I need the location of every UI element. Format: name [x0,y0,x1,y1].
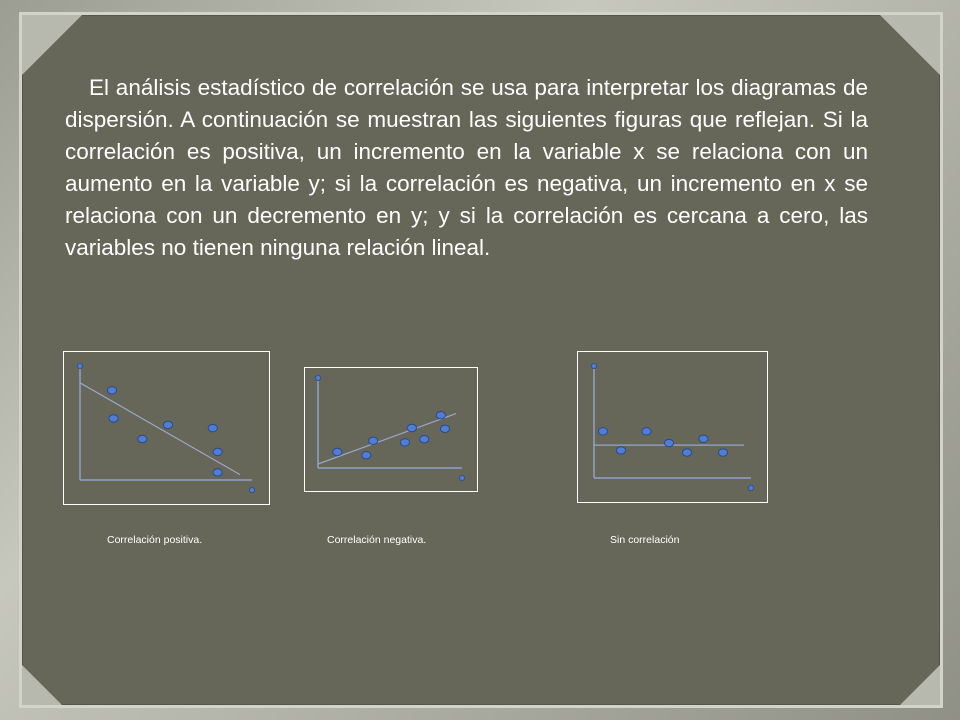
scatter-plot-svg [64,352,269,504]
scatter-plot-svg [578,352,767,502]
data-point [362,452,371,459]
data-point [718,449,727,456]
panel-corner-bl [22,665,62,705]
data-point [213,469,222,476]
data-point [163,421,172,428]
y-axis-arrow [315,375,320,380]
data-point [208,424,217,431]
data-point [642,428,651,435]
data-point [699,435,708,442]
data-point [407,424,416,431]
scatter-plot-svg [305,368,477,491]
data-point [107,387,116,394]
caption-figure-2: Correlación negativa. [327,534,427,546]
x-axis-arrow [249,487,254,492]
data-point [109,415,118,422]
data-point [333,448,342,455]
data-point [138,435,147,442]
panel-corner-br [900,665,940,705]
data-point [436,412,445,419]
y-axis-arrow [591,363,596,368]
data-point [420,436,429,443]
panel-corner-tl [22,15,82,75]
scatter-figure-1 [63,351,270,505]
caption-figure-1: Correlación positiva. [107,534,203,546]
data-point [598,428,607,435]
data-point [682,449,691,456]
data-point [213,448,222,455]
x-axis-arrow [459,475,464,480]
y-axis-arrow [77,363,82,368]
x-axis-arrow [748,485,753,490]
data-point [369,437,378,444]
scatter-figure-3 [577,351,768,503]
caption-figure-3: Sin correlación [610,534,680,546]
trend-line [318,414,456,464]
scatter-figure-2 [304,367,478,492]
data-point [664,439,673,446]
data-point [440,425,449,432]
data-point [616,447,625,454]
panel-corner-tr [880,15,940,75]
body-paragraph: El análisis estadístico de correlación se usa para interpretar los diagramas de dispersión. A continuación se muestran las siguientes figuras que reflejan. Si la correlación es positiva, un incremento en la variable x se relaciona con un aumento en la variable y; si la correlación es negativa, un incremento en x se relaciona con un decremento en y; y si la correlación es cercana a cero, las variables no tienen ninguna relación lineal. [65,75,868,260]
data-point [400,439,409,446]
